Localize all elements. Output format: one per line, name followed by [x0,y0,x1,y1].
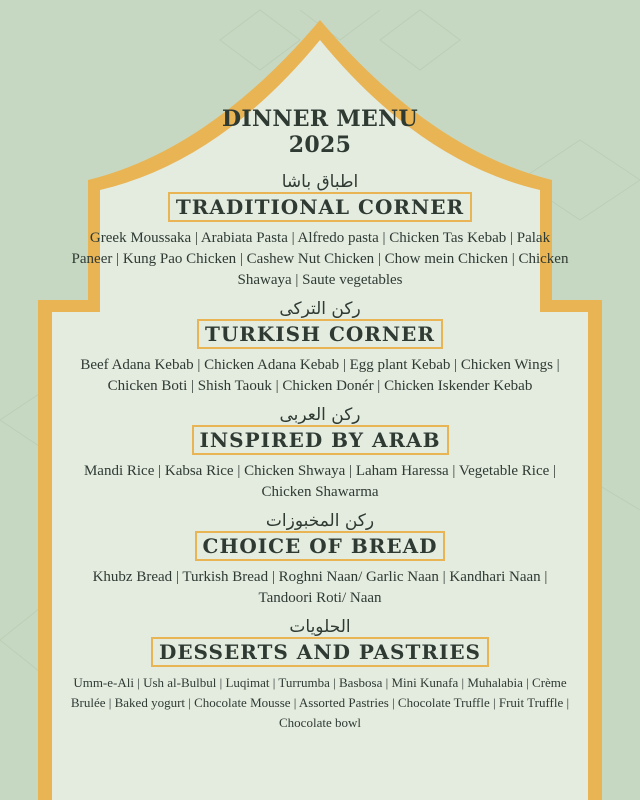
section-items: Khubz Bread | Turkish Bread | Roghni Naan/ Garlic Naan | Kandhari Naan | Tandoori Roti/ Naan [92,569,548,606]
section-title: DESSERTS AND PASTRIES [158,640,482,664]
section-items: Umm-e-Ali | Ush al-Bulbul | Luqimat | Turrumba | Basbosa | Mini Kunafa | Muhalabia | Crème Brulée | Baked yogurt | Chocolate Mousse | Assorted Pastries | Chocolate Truffle | Fruit Truffle | Chocolate bowl [70,675,570,730]
section-arabic-title: ركن التركى [279,299,361,319]
section-title-box [192,425,449,455]
section-traditional-corner [60,172,580,291]
section-inspired-by-arab [60,405,580,503]
section-title-box [195,531,446,561]
section-items: Mandi Rice | Kabsa Rice | Chicken Shwaya | Laham Haressa | Vegetable Rice | Chicken Shawarma [83,463,557,500]
section-title: TURKISH CORNER [204,322,436,346]
menu-year: 2025 [288,132,352,158]
section-choice-of-bread [60,511,580,609]
section-items: Greek Moussaka | Arabiata Pasta | Alfredo pasta | Chicken Tas Kebab | Palak Paneer | Kung Pao Chicken | Cashew Nut Chicken | Chow mein Chicken | Chicken Shawaya | Saute vegetables [71,230,569,288]
section-title: INSPIRED BY ARAB [199,428,441,452]
section-title-box [168,192,472,222]
section-arabic-title: الحلويات [289,617,351,637]
section-arabic-title: ركن العربى [279,405,361,425]
section-arabic-title: اطباق باشا [281,172,359,192]
section-title: CHOICE OF BREAD [202,534,438,558]
menu-content [60,100,580,800]
menu-title: DINNER MENU [221,106,418,132]
section-turkish-corner [60,299,580,397]
section-arabic-title: ركن المخبوزات [265,511,375,531]
section-desserts-and-pastries [60,617,580,733]
section-title-box [197,319,443,349]
section-title: TRADITIONAL CORNER [175,195,465,219]
section-title-box [151,637,489,667]
section-items: Beef Adana Kebab | Chicken Adana Kebab | Egg plant Kebab | Chicken Wings | Chicken Boti | Shish Taouk | Chicken Donér | Chicken Iskender Kebab [80,357,560,394]
